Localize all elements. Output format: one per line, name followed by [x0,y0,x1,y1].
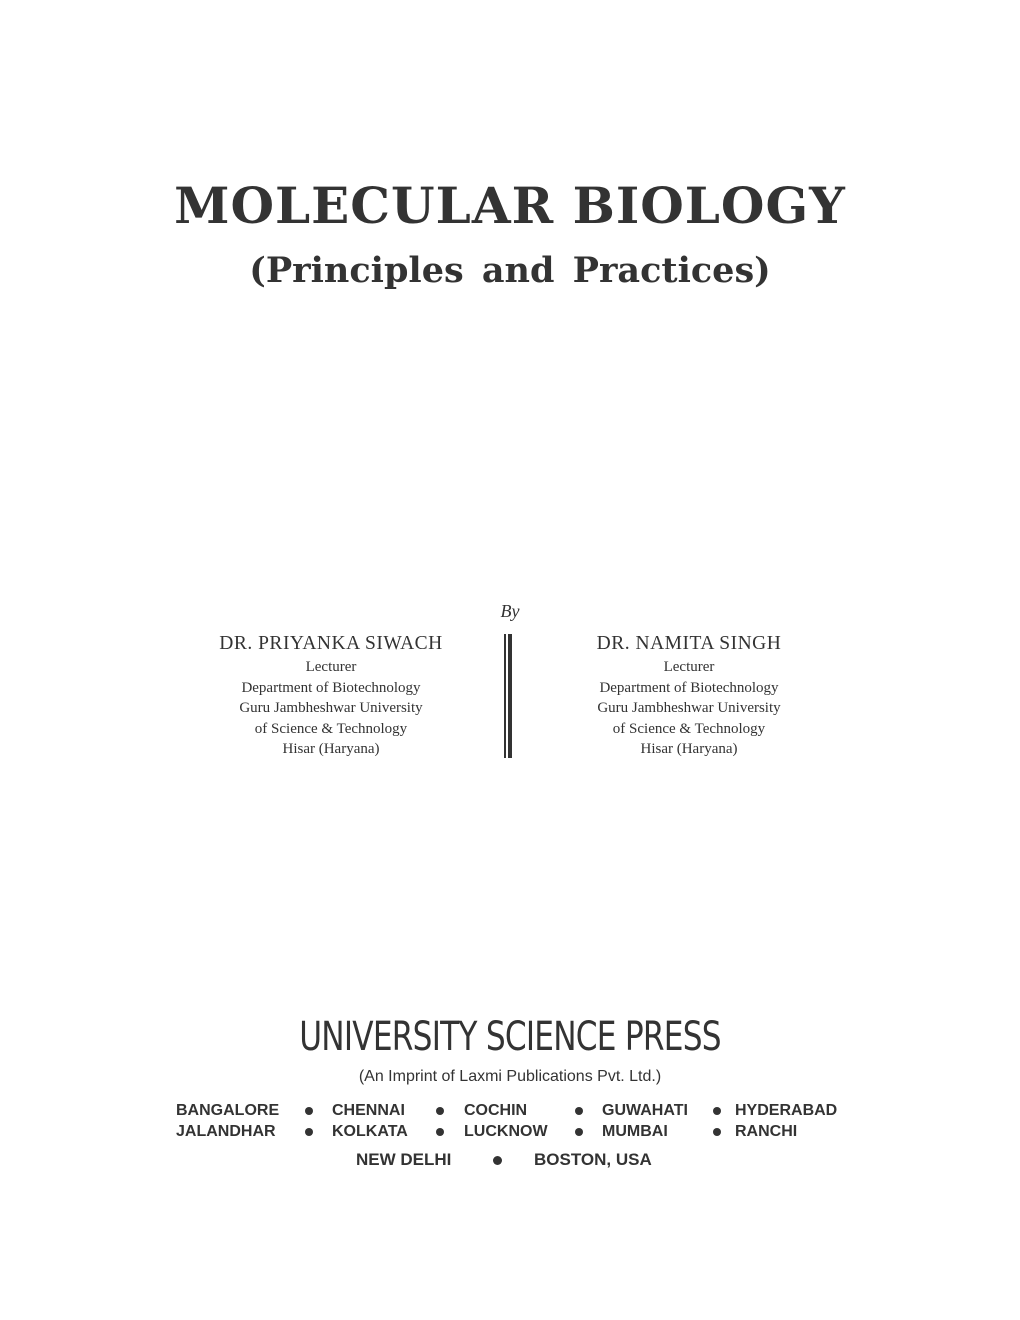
author-block-2 [539,632,839,760]
city: RANCHI [735,1122,798,1140]
city: MUMBAI [602,1122,668,1140]
city: KOLKATA [332,1122,408,1140]
bullet-icon [713,1107,721,1115]
bullet-icon [305,1107,313,1115]
bullet-icon [713,1128,721,1136]
bullet-icon [575,1128,583,1136]
city: LUCKNOW [464,1122,548,1140]
author-university-cont: of Science & Technology [612,720,766,737]
city: HYDERABAD [735,1102,838,1119]
bullet-icon [305,1128,313,1136]
city-row-2 [176,1123,876,1144]
author-name: DR. NAMITA SINGH [596,633,782,654]
author-location: Hisar (Haryana) [640,741,738,757]
book-subtitle: (Principles and Practices) [249,250,771,291]
author-department: Department of Biotechnology [599,679,779,696]
book-title: MOLECULAR BIOLOGY [174,176,846,235]
city: BANGALORE [176,1102,280,1119]
divider-thin-rule [504,634,506,758]
author-department: Department of Biotechnology [241,679,421,696]
bullet-icon [436,1107,444,1115]
author-name: DR. PRIYANKA SIWACH [219,633,443,654]
publisher-name: UNIVERSITY SCIENCE PRESS [299,1014,721,1060]
city: GUWAHATI [602,1102,688,1119]
author-divider [504,634,512,758]
city: BOSTON, USA [534,1150,652,1169]
author-block-1 [181,632,481,760]
by-label: By [500,601,520,621]
city: COCHIN [464,1102,528,1119]
bullet-icon [493,1156,502,1165]
city-row-1 [176,1102,876,1123]
city: CHENNAI [332,1102,405,1119]
author-position: Lecturer [663,659,715,675]
city: NEW DELHI [356,1150,452,1169]
city: JALANDHAR [176,1122,276,1140]
author-university: Guru Jambheshwar University [239,700,423,716]
author-position: Lecturer [305,659,357,675]
bullet-icon [575,1107,583,1115]
bullet-icon [436,1128,444,1136]
publisher-imprint: (An Imprint of Laxmi Publications Pvt. Ltd.) [358,1068,662,1085]
author-location: Hisar (Haryana) [282,741,380,757]
author-university: Guru Jambheshwar University [597,700,781,716]
divider-thick-rule [508,634,512,758]
author-university-cont: of Science & Technology [254,720,408,737]
city-list [176,1102,876,1143]
